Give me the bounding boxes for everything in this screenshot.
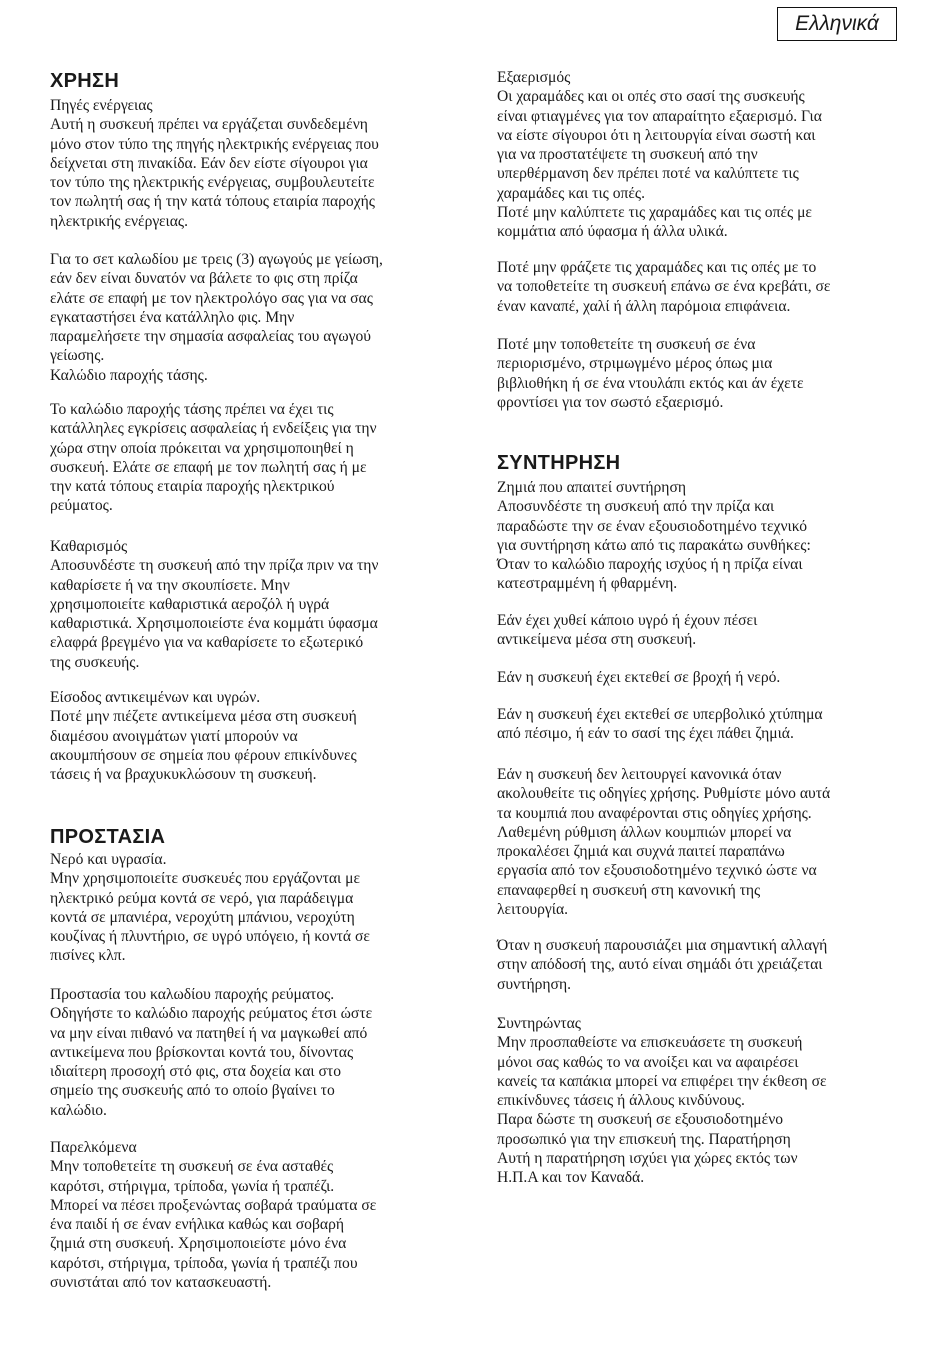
text-line: κοντά σε μπανιέρα, νεροχύτη μπάνιου, νεροχύτη [50,908,355,926]
text-line: Μπορεί να πέσει προξενώντας σοβαρά τραύματα σε [50,1196,377,1214]
text-line: καλώδιο. [50,1101,107,1119]
left-paragraph [50,400,458,516]
text-line: Συντηρώντας [497,1015,581,1032]
text-line: Το καλώδιο παροχής τάσης πρέπει να έχει τις [50,401,334,418]
text-line: Αποσυνδέστε τη συσκευή από την πρίζα πριν να την [50,557,379,575]
text-line: Εάν έχει χυθεί κάποιο υγρό ή έχουν πέσει [497,612,758,629]
text-line: ακολουθείτε τις οδηγίες χρήσης. Ρυθμίστε μόνο αυτά [497,785,831,803]
text-line: να μην είναι πιθανό να πατηθεί ή να μαγκωθεί από [50,1024,368,1042]
text-line: Για το σετ καλωδίου με τρεις (3) αγωγούς με γείωση, [50,251,383,268]
text-line: εγκαταστήσει ένα κατάλληλο φις. Μην [50,308,295,326]
text-line: ρεύματος. [50,497,113,515]
text-line: Αυτή η συσκευή πρέπει να εργάζεται συνδεδεμένη [50,116,368,134]
text-line: Ποτέ μην τοποθετείτε τη συσκευή σε ένα [497,336,756,353]
right-paragraph [497,258,907,316]
right-paragraph [497,668,907,687]
text-line: Μην τοποθετείτε τη συσκευή σε ένα ασταθές [50,1158,334,1176]
text-line: για συντήρηση κάτω από τις παρακάτω συνθήκες: [497,536,811,554]
left-paragraph [50,1138,458,1292]
left-paragraph [50,250,458,385]
right-paragraph [497,1014,907,1188]
left-paragraph [50,850,458,966]
text-line: συνιστάται από τον κατασκευαστή. [50,1274,272,1292]
text-line: Πηγές ενέργειας [50,97,153,114]
text-line: Οδηγήστε το καλώδιο παροχής ρεύματος έτσι ώστε [50,1005,373,1023]
left-section-heading-1: ΠΡΟΣΤΑΣΙΑ [50,826,166,848]
text-line: Οι χαραμάδες και οι οπές στο σασί της συσκευής [497,88,805,106]
left-section-heading-0: ΧΡΗΣΗ [50,70,120,92]
text-line: καρότσι, στήριγμα, τρίποδα, γωνία ή τραπέζι. [50,1177,335,1195]
text-line: χρησιμοποιείτε καθαριστικά αεροζόλ ή υγρά [50,595,330,613]
text-line: χαραμάδες και τις οπές. [497,184,646,202]
text-line: στην απόδοσή της, αυτό είναι σημάδι ότι χρειάζεται [497,956,823,974]
left-paragraph [50,688,458,784]
text-line: να είστε σίγουροι ότι η λειτουργία είναι σωστή και [497,126,816,144]
text-line: επικίνδυνες τάσεις ή άλλους κινδύνους. [497,1092,745,1110]
right-paragraph [497,478,907,594]
right-paragraph [497,68,907,242]
text-line: περιορισμένο, στριμωγμένο μέρος όπως μια [497,355,773,373]
left-paragraph [50,537,458,672]
text-line: ζημιά στη συσκευή. Χρησιμοποιείστε μόνο ένα [50,1235,347,1253]
text-line: κατεστραμμένη ή φθαρμένη. [497,575,678,593]
text-line: σημείο της συσκευής από το οποίο βγαίνει το [50,1082,335,1100]
right-paragraph [497,705,907,744]
text-line: Εάν η συσκευή έχει εκτεθεί σε υπερβολικό χτύπημα [497,706,823,723]
right-paragraph [497,335,907,412]
right-section-heading-1: ΣΥΝΤΗΡΗΣΗ [497,452,621,474]
text-line: Ποτέ μην πιέζετε αντικείμενα μέσα στη συσκευή [50,708,357,726]
text-line: προσωπικό για την επισκευή της. Παρατήρηση [497,1130,791,1148]
left-paragraph [50,96,458,231]
text-line: ιδιαίτερη προσοχή στό φις, στα δοχεία και στο [50,1063,341,1081]
text-line: ηλεκτρικό ρεύμα κοντά σε νερό, για παράδειγμα [50,889,354,907]
text-line: είναι φτιαγμένες για τον απαραίτητο εξαερισμό. Για [497,107,822,125]
text-line: κανείς τα καπάκια μπορεί να επιφέρει την έκθεση σε [497,1072,827,1090]
text-line: Ποτέ μην φράζετε τις χαραμάδες και τις οπές με το [497,259,817,276]
right-paragraph [497,765,907,919]
text-line: Αποσυνδέστε τη συσκευή από την πρίζα και [497,498,775,516]
text-line: ελάτε σε επαφή με τον ηλεκτρολόγο σας για να σας [50,289,373,307]
text-line: Εξαερισμός [497,69,571,86]
text-line: Καλώδιο παροχής τάσης. [50,366,208,384]
text-line: βιβλιοθήκη ή σε ένα ντουλάπι εκτός και άν έχετε [497,374,804,392]
text-line: κουζίνας ή πλυντήριο, σε υγρό υπόγειο, ή κοντά σε [50,928,370,946]
text-line: Παρα δώστε τη συσκευή σε εξουσιοδοτημένο [497,1111,784,1129]
text-line: τάσεις ή να βραχυκυκλώσουν τη συσκευή. [50,766,317,784]
text-line: συσκευή. Ελάτε σε επαφή με τον πωλητή σας ή με [50,458,367,476]
text-line: την κατά τόπους εταιρία παροχής ηλεκτρικού [50,478,335,496]
text-line: Μην χρησιμοποιείτε συσκευές που εργάζονται με [50,870,361,888]
text-line: επαναφερθεί η συσκευή στη κανονική της [497,881,761,899]
text-line: τον τύπο της ηλεκτρικής ενέργειας, συμβουλευτείτε [50,174,375,192]
text-line: Νερό και υγρασία. [50,851,167,868]
text-line: κομμάτια από ύφασμα ή άλλα υλικά. [497,223,728,241]
text-line: χώρα στην οποία πρόκειται να χρησιμοποιηθεί η [50,439,354,457]
text-line: παραδώστε την σε έναν εξουσιοδοτημένο τεχνικό [497,517,808,535]
text-line: κατάλληλες εγκρίσεις ασφαλείας ή ενδείξεις για την [50,420,377,438]
right-paragraph [497,936,907,994]
text-line: Ζημιά που απαιτεί συντήρηση [497,479,687,496]
text-line: Λαθεμένη ρύθμιση άλλων κουμπιών μπορεί να [497,823,792,841]
text-line: καθαριστικά. Χρησιμοποιείστε ένα κομμάτι ύφασμα [50,615,378,633]
text-line: λειτουργία. [497,901,569,919]
language-badge: Ελληνικά [777,7,897,41]
text-line: να τοποθετείτε τη συσκευή επάνω σε ένα κρεβάτι, σε [497,278,831,296]
text-line: Καθαρισμός [50,538,128,555]
text-line: ελαφρά βρεγμένο για να καθαρίσετε το εξωτερικό [50,634,364,652]
text-line: Είσοδος αντικειμένων και υγρών. [50,689,261,706]
text-line: φροντίσει για τον σωστό εξαερισμό. [497,393,724,411]
text-line: εργασία από τον εξουσιοδοτημένο τεχνικό ώστε να [497,862,817,880]
text-line: προκαλέσει ζημιά και συχνά παιτεί παραπάνω [497,843,785,861]
text-line: μόνοι σας καθώς το να ανοίξει και να αφαιρέσει [497,1053,799,1071]
text-line: της συσκευής. [50,653,140,671]
text-line: τον πωλητή σας ή την κατά τόπους εταιρία παροχής [50,193,375,211]
text-line: μόνο στον τύπο της πηγής ηλεκτρικής ενέργειας που [50,135,379,153]
text-line: ακουμπήσουν σε σημεία που φέρουν επικίνδυνες [50,746,357,764]
text-line: για να προστατέψετε τη συσκευή από την [497,146,758,164]
text-line: τα κουμπιά που αναφέρονται στις οδηγίες χρήσης. [497,804,812,822]
text-line: δείχνεται στη πινακίδα. Εάν δεν είστε σίγουροι για [50,154,368,172]
text-line: Όταν η συσκευή παρουσιάζει μια σημαντική αλλαγή [497,937,828,954]
text-line: καθαρίσετε ή να την σκουπίσετε. Μην [50,576,290,594]
right-paragraph [497,611,907,650]
text-line: αντικείμενα μέσα στη συσκευή. [497,631,697,649]
text-line: Αυτή η παρατήρηση ισχύει για χώρες εκτός των [497,1150,798,1168]
text-line: Εάν η συσκευή δεν λειτουργεί κανονικά όταν [497,766,782,783]
text-line: ηλεκτρικής ενέργειας. [50,212,188,230]
text-line: Η.Π.Α και τον Καναδά. [497,1169,645,1187]
text-line: από πέσιμο, ή εάν το σασί της έχει πάθει ζημιά. [497,725,794,743]
text-line: Μην προσπαθείστε να επισκευάσετε τη συσκευή [497,1034,803,1052]
text-line: Εάν η συσκευή έχει εκτεθεί σε βροχή ή νερό. [497,669,781,686]
left-paragraph [50,985,458,1120]
text-line: Προστασία του καλωδίου παροχής ρεύματος. [50,986,335,1003]
text-line: ένα παιδί ή σε έναν ενήλικα καθώς και σοβαρή [50,1216,345,1234]
text-line: υπερθέρμανση δεν πρέπει ποτέ να καλύπτετε τις [497,165,799,183]
text-line: παραμελήσετε την σημασία ασφαλείας του αγωγού [50,328,371,346]
text-line: Ποτέ μην καλύπτετε τις χαραμάδες και τις οπές με [497,204,812,222]
text-line: Όταν το καλώδιο παροχής ισχύος ή η πρίζα είναι [497,556,803,574]
text-line: διαμέσου ανοιγμάτων γιατί μπορούν να [50,727,298,745]
text-line: Παρελκόμενα [50,1139,137,1156]
text-line: εάν δεν είναι δυνατόν να βάλετε το φις στη πρίζα [50,270,358,288]
text-line: αντικείμενα που βρίσκονται κοντά του, δίνοντας [50,1043,354,1061]
text-line: πισίνες κλπ. [50,947,126,965]
text-line: καρότσι, στήριγμα, τρίποδα, γωνία ή τραπέζι που [50,1254,358,1272]
text-line: έναν καναπέ, χαλί ή άλλη παρόμοια επιφάνεια. [497,297,791,315]
text-line: γείωσης. [50,347,105,365]
text-line: συντήρηση. [497,975,571,993]
